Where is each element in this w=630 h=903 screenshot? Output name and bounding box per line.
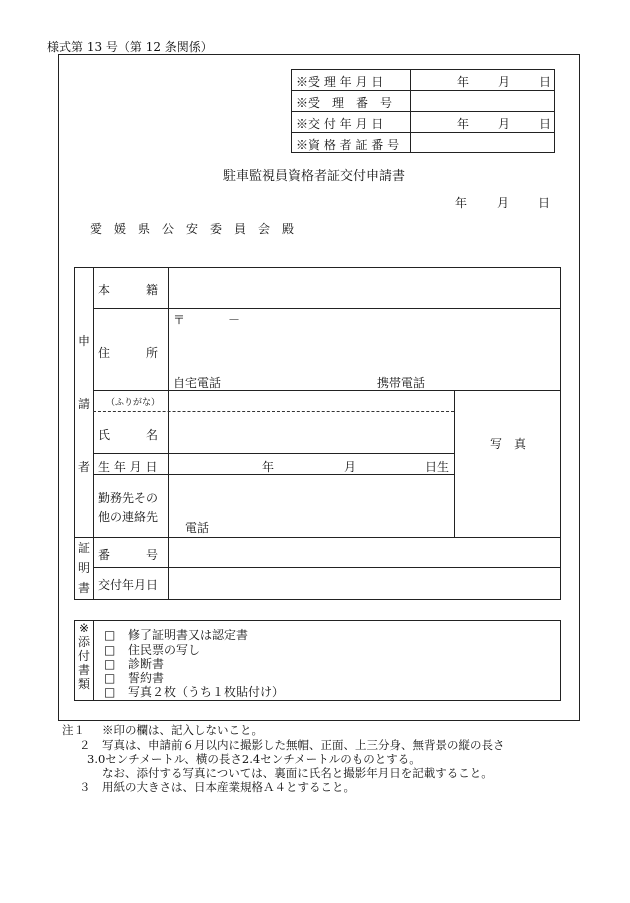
birth-month-label: 月: [344, 460, 357, 474]
issue-year-label: 年: [457, 117, 470, 131]
document-title: 駐車監視員資格者証交付申請書: [223, 169, 406, 184]
certificate-number-field[interactable]: [172, 540, 557, 565]
checkbox-icon[interactable]: □: [104, 657, 116, 671]
workplace-field[interactable]: [172, 477, 450, 515]
receipt-day-label: 日: [539, 75, 552, 89]
address-label: 住 所: [98, 346, 159, 360]
birth-date-label: 生 年 月 日: [98, 460, 158, 474]
honseki-label: 本 籍: [98, 283, 159, 297]
furigana-field[interactable]: [172, 393, 450, 409]
certificate-number-label: 番 号: [98, 548, 159, 562]
note-2-text-line1: 写真は、申請前６月以内に撮影した無帽、正面、上三分身、無背景の縦の長さ: [102, 738, 505, 752]
photo-area[interactable]: [458, 394, 557, 533]
mobile-phone-label: 携帯電話: [377, 376, 426, 390]
furigana-label: （ふりがな）: [106, 398, 161, 408]
applicant-section-char-3: 者: [77, 460, 90, 474]
form-id: 様式第 13 号（第 12 条関係）: [47, 40, 213, 54]
attachments-section-char-5: 類: [77, 677, 90, 691]
application-month-label: 月: [497, 196, 510, 210]
address-field[interactable]: [190, 326, 550, 370]
attachment-item-label: 写真２枚（うち１枚貼付け）: [128, 685, 285, 699]
birth-year-label: 年: [262, 460, 275, 474]
application-day-label: 日: [538, 196, 551, 210]
attachments-section-char-4: 書: [77, 663, 90, 677]
note-2-text-line3: なお、添付する写真については、裏面に氏名と撮影年月日を記載すること。: [102, 766, 493, 780]
workplace-label-line1: 勤務先その: [98, 491, 159, 505]
work-phone-label: 電話: [185, 521, 210, 535]
license-number-label: ※資 格 者 証 番 号: [296, 138, 400, 152]
attachments-section-char-2: 添: [77, 635, 90, 649]
applicant-section-char-2: 請: [77, 397, 90, 411]
applicant-section-char-1: 申: [77, 334, 90, 348]
postal-dash: －: [228, 313, 241, 327]
note-3-text: 用紙の大きさは、日本産業規格Ａ４とすること。: [102, 780, 355, 794]
photo-label: 写 真: [490, 437, 527, 451]
note-1-number: 注１: [62, 723, 85, 737]
issue-month-label: 月: [498, 117, 511, 131]
issue-date-label: ※交 付 年 月 日: [296, 117, 384, 131]
certificate-section-char-1: 証: [77, 541, 90, 555]
checkbox-icon[interactable]: □: [104, 643, 116, 657]
note-2-number: ２: [79, 738, 91, 752]
name-label: 氏 名: [98, 428, 159, 442]
application-year-label: 年: [455, 196, 468, 210]
checkbox-icon[interactable]: □: [104, 628, 116, 642]
attachment-item-label: 住民票の写し: [128, 643, 201, 657]
note-1-text: ※印の欄は、記入しないこと。: [102, 723, 263, 737]
addressee: 愛 媛 県 公 安 委 員 会 殿: [90, 222, 295, 236]
workplace-label-line2: 他の連絡先: [98, 510, 159, 524]
attachment-item-label: 誓約書: [128, 671, 165, 685]
attachment-item-label: 修了証明書又は認定書: [128, 628, 249, 642]
honseki-field[interactable]: [172, 270, 557, 306]
checkbox-icon[interactable]: □: [104, 671, 116, 685]
note-3-number: ３: [79, 780, 91, 794]
note-2-text-line2: 3.0センチメートル、横の長さ2.4センチメートルのものとする。: [87, 752, 421, 766]
attachments-section-char-1: ※: [78, 621, 90, 635]
home-phone-label: 自宅電話: [173, 376, 222, 390]
attachment-item: [104, 683, 284, 700]
birth-day-label: 日生: [425, 460, 450, 474]
receipt-year-label: 年: [457, 75, 470, 89]
certificate-section-char-2: 明: [77, 561, 90, 575]
certificate-issue-date-label: 交付年月日: [98, 578, 159, 592]
receipt-number-label: ※受 理 番 号: [296, 96, 393, 110]
name-field[interactable]: [172, 414, 450, 451]
certificate-section-char-3: 書: [77, 581, 90, 595]
receipt-month-label: 月: [498, 75, 511, 89]
certificate-issue-date-field[interactable]: [172, 570, 557, 597]
attachments-section-char-3: 付: [77, 649, 90, 663]
receipt-date-label: ※受 理 年 月 日: [296, 75, 384, 89]
checkbox-icon[interactable]: □: [104, 685, 116, 699]
postal-mark: 〒: [173, 313, 186, 327]
issue-day-label: 日: [539, 117, 552, 131]
attachment-item-label: 診断書: [128, 657, 165, 671]
